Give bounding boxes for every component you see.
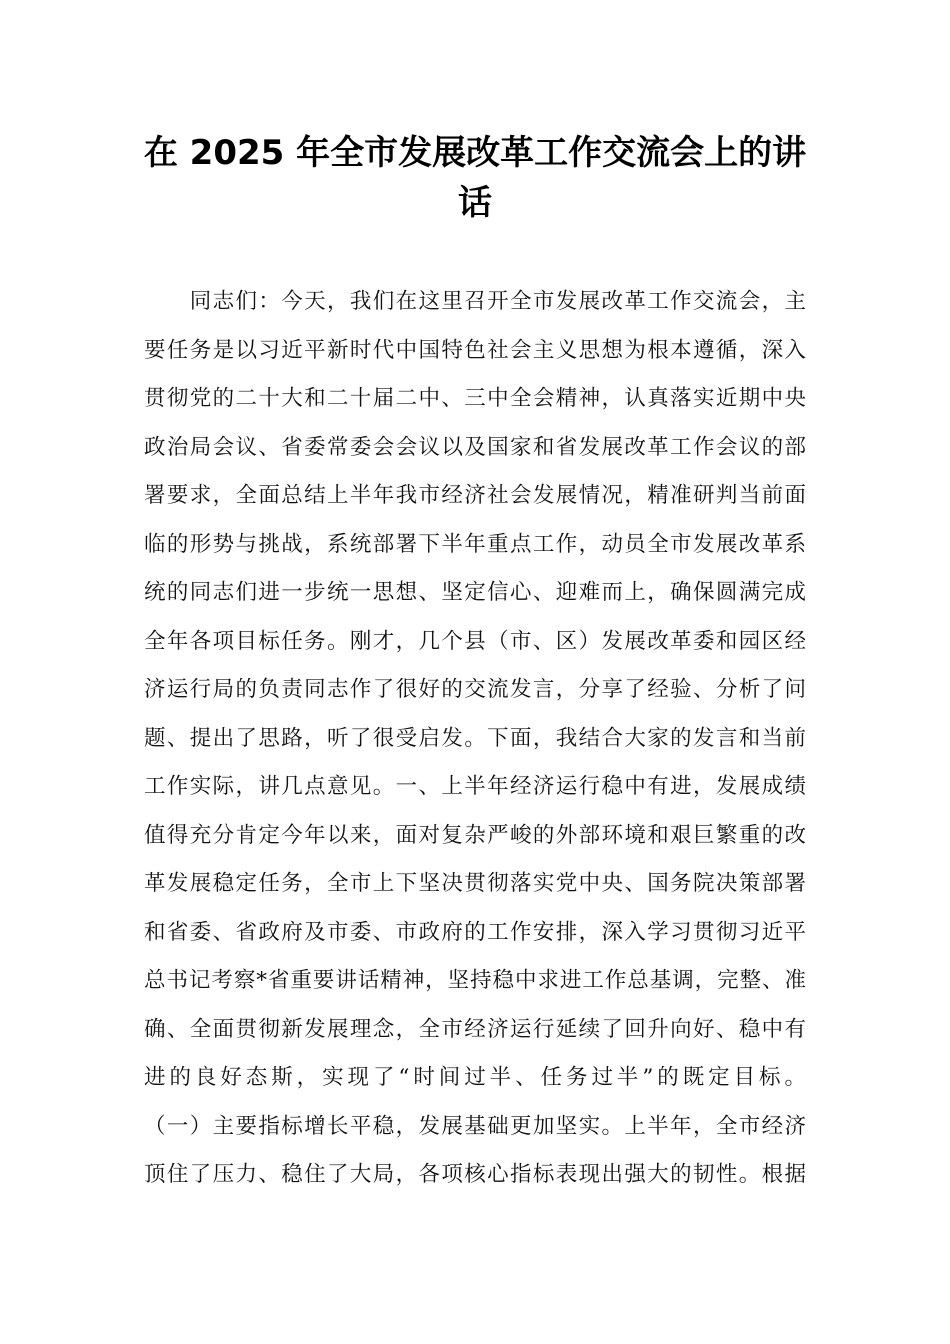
body-line: 济运行局的负责同志作了很好的交流发言，分享了经验、分析了问 — [144, 677, 806, 702]
body-line: 顶住了压力、稳住了大局，各项核心指标表现出强大的韧性。根据 — [144, 1162, 806, 1187]
body-line: 工作实际，讲几点意见。一、上半年经济运行稳中有进，发展成绩 — [144, 774, 806, 799]
body-line: 进的良好态斯，实现了“时间过半、任务过半”的既定目标。 — [144, 1065, 806, 1090]
body-line: 革发展稳定任务，全市上下坚决贯彻落实党中央、国务院决策部署 — [144, 871, 806, 896]
body-line: 政治局会议、省委常委会会议以及国家和省发展改革工作会议的部 — [144, 434, 806, 460]
body-line: 要任务是以习近平新时代中国特色社会主义思想为根本遵循，深入 — [144, 337, 806, 363]
body-line: 确、全面贯彻新发展理念，全市经济运行延续了回升向好、稳中有 — [144, 1016, 806, 1042]
body-line: 统的同志们进一步统一思想、坚定信心、迎难而上，确保圆满完成 — [144, 580, 806, 605]
body-line: 值得充分肯定今年以来，面对复杂严峻的外部环境和艰巨繁重的改 — [144, 822, 806, 848]
body-line: 同志们：今天，我们在这里召开全市发展改革工作交流会，主 — [144, 289, 806, 314]
body-line: 和省委、省政府及市委、市政府的工作安排，深入学习贯彻习近平 — [144, 919, 806, 945]
body-line: 临的形势与挑战，系统部署下半年重点工作，动员全市发展改革系 — [144, 531, 806, 557]
body-line: 总书记考察*省重要讲话精神，坚持稳中求进工作总基调，完整、准 — [144, 968, 806, 993]
body-line: 署要求，全面总结上半年我市经济社会发展情况，精准研判当前面 — [144, 483, 806, 508]
document-body — [144, 278, 806, 1200]
body-line: 贯彻党的二十大和二十届二中、三中全会精神，认真落实近期中央 — [144, 386, 806, 411]
body-line: 题、提出了思路，听了很受启发。下面，我结合大家的发言和当前 — [144, 725, 806, 751]
body-line: （一）主要指标增长平稳，发展基础更加坚实。上半年，全市经济 — [144, 1113, 806, 1139]
document-title: 在 2025 年全市发展改革工作交流会上的讲话 — [143, 133, 807, 223]
body-line: 全年各项目标任务。刚才，几个县（市、区）发展改革委和园区经 — [144, 628, 806, 654]
